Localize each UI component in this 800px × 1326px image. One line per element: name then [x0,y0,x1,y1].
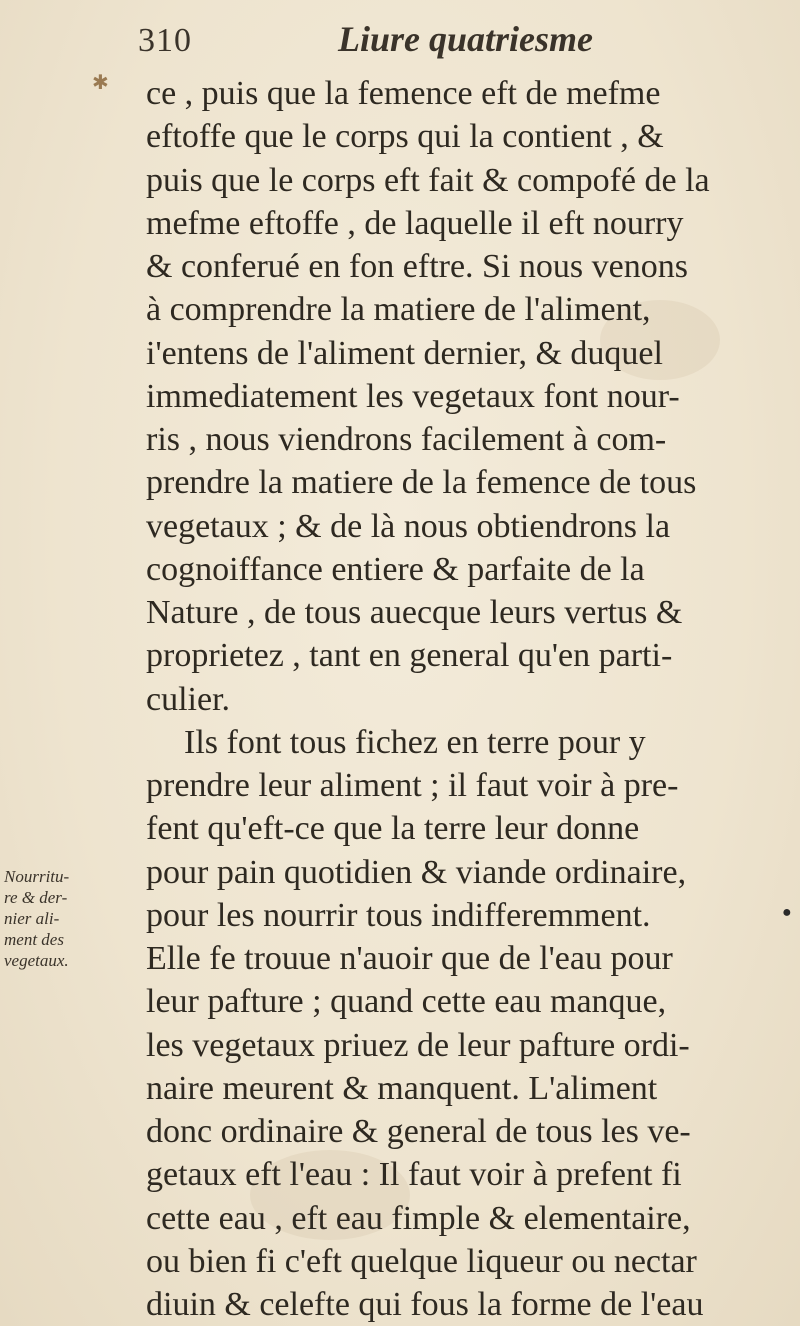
margin-note-line: Nourritu- [4,867,70,886]
text-line: pour les nourrir tous indifferemment. [146,896,651,934]
margin-note-line: ment des [4,930,64,949]
running-title: Liure quatriesme [338,19,594,59]
bullet-mark-icon: ● [782,904,792,921]
text-line: naire meurent & manquent. L'aliment [146,1069,658,1107]
text-line: proprietez , tant en general qu'en parti- [146,637,673,675]
text-line: donc ordinaire & general de tous les ve- [146,1113,691,1150]
text-line: diuin & celefte qui fous la forme de l'eau [146,1286,704,1323]
text-line: culier. [146,680,231,718]
text-line: les vegetaux priuez de leur pafture ordi- [146,1026,690,1064]
text-line: Ils font tous fichez en terre pour y [184,723,646,761]
text-line: vegetaux ; & de là nous obtiendrons la [146,507,671,545]
text-line: prendre la matiere de la femence de tous [146,464,697,502]
text-line: immediatement les vegetaux font nour- [146,377,680,415]
page-number: 310 [138,22,192,59]
text-line: Elle fe trouue n'auoir que de l'eau pour [146,940,673,977]
asterisk-mark-icon: ✱ [92,72,109,94]
text-line: i'entens de l'aliment dernier, & duquel [146,334,663,372]
text-line: getaux eft l'eau : Il faut voir à prefent fi [146,1156,682,1194]
page-header [0,8,800,68]
text-line: ris , nous viendrons facilement à com- [146,421,667,458]
body-text [146,72,796,1326]
text-line: puis que le corps eft fait & compofé de la [146,161,710,199]
text-line: & conferué en fon eftre. Si nous venons [146,248,688,285]
margin-note-line: re & der- [4,888,68,907]
text-line: ce , puis que la femence eft de mefme [146,75,661,112]
text-line: mefme eftoffe , de laquelle il eft nourry [146,204,684,242]
margin-note [4,866,114,971]
margin-note-line: nier ali- [4,909,60,928]
text-line: cette eau , eft eau fimple & elementaire, [146,1199,691,1237]
text-line: Nature , de tous auecque leurs vertus & [146,594,683,631]
text-line: fent qu'eft-ce que la terre leur donne [146,810,640,848]
text-line: pour pain quotidien & viande ordinaire, [146,853,687,891]
text-line: eftoffe que le corps qui la contient , & [146,118,664,156]
text-line: cognoiffance entiere & parfaite de la [146,550,645,588]
margin-note-line: vegetaux. [4,951,69,970]
text-line: leur pafture ; quand cette eau manque, [146,983,667,1021]
text-line: à comprendre la matiere de l'aliment, [146,291,651,329]
text-line: prendre leur aliment ; il faut voir à pre- [146,767,679,804]
text-line: ou bien fi c'eft quelque liqueur ou nectar [146,1242,697,1280]
